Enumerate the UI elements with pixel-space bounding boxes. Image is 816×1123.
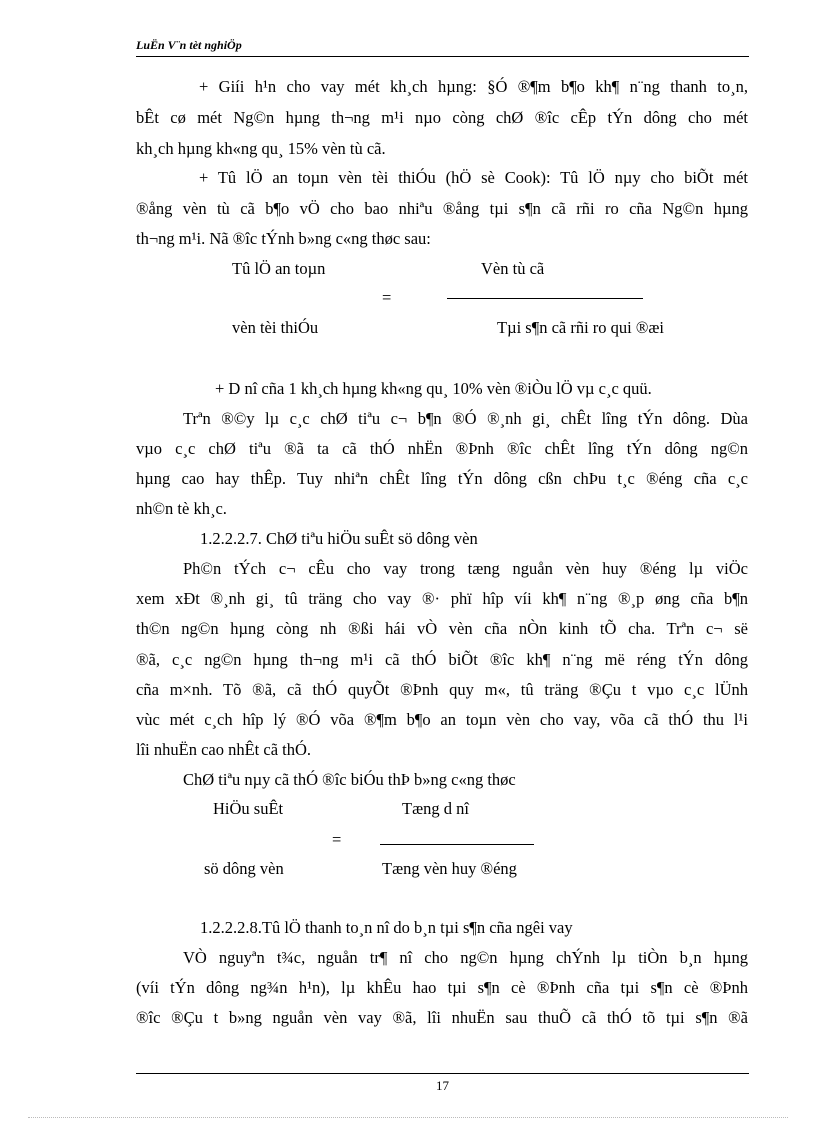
text-line: ®ã, c¸c ng©n hµng th¬ng m¹i cã thÓ biÕt ®îc kh¶ n¨ng më réng tÝn dông [136, 650, 748, 669]
formula-right-top: Vèn tù cã [481, 259, 545, 278]
text-line: Trªn ®©y lµ c¸c chØ tiªu c¬ b¶n ®Ó ®¸nh gi¸ chÊt lîng tÝn dông. Dùa [183, 409, 748, 428]
section-heading: 1.2.2.2.8.Tû lÖ thanh to¸n nî do b¸n tµi s¶n cña ngêi vay [200, 918, 573, 937]
text-line: vµo c¸c chØ tiªu ®ã ta cã thÓ nhËn ®Þnh ®îc chÊt lîng tÝn dông ng©n [136, 439, 748, 458]
text-line: xem xÐt ®¸nh gi¸ tû träng cho vay ®· phï hîp víi kh¶ n¨ng ®¸p øng cña b¶n [136, 589, 748, 608]
page-edge-divider [28, 1117, 788, 1118]
text-line: ®îc ®Çu t b»ng nguån vèn vay ®ã, lîi nhuËn sau thuÕ cã thÓ tõ tµi s¶n ®ã [136, 1008, 748, 1027]
text-line: bÊt cø mét Ng©n hµng th¬ng m¹i nµo còng chØ ®îc cÊp tÝn dông cho mét [136, 108, 748, 127]
fraction-bar [447, 298, 643, 299]
text-line: ChØ tiªu nµy cã thÓ ®îc biÓu thÞ b»ng c«ng thøc [183, 770, 516, 789]
formula-equals: = [382, 288, 392, 307]
text-line: + D nî cña 1 kh¸ch hµng kh«ng qu¸ 10% vèn ®iÒu lÖ vµ c¸c quü. [215, 379, 652, 398]
text-line: + Tû lÖ an toµn vèn tèi thiÓu (hÖ sè Cook): Tû lÖ nµy cho biÕt mét [199, 168, 748, 187]
text-line: Ph©n tÝch c¬ cÊu cho vay trong tæng nguån vèn huy ®éng lµ viÖc [183, 559, 748, 578]
text-line: th©n ng©n hµng còng nh ®ßi hái vÒ vèn cña nÒn kinh tÕ cha. Trªn c¬ së [136, 619, 748, 638]
text-line: cña m×nh. Tõ ®ã, cã thÓ quyÕt ®Þnh quy m«, tû träng ®Çu t vµo c¸c lÜnh [136, 680, 748, 699]
text-line: VÒ nguyªn t¾c, nguån tr¶ nî cho ng©n hµng chÝnh lµ tiÒn b¸n hµng [183, 948, 748, 967]
text-line: th¬ng m¹i. Nã ®îc tÝnh b»ng c«ng thøc sau: [136, 229, 431, 248]
formula-right-top: Tæng d nî [402, 799, 469, 818]
page-number: 17 [436, 1078, 449, 1093]
formula-equals: = [332, 830, 342, 849]
text-line: lîi nhuËn cao nhÊt cã thÓ. [136, 740, 312, 759]
section-heading: 1.2.2.2.7. ChØ tiªu hiÖu suÊt sö dông vèn [200, 529, 478, 548]
formula-left-bottom: vèn tèi thiÓu [232, 318, 319, 337]
document-header: LuËn V¨n tèt nghiÖp [136, 38, 242, 52]
text-line: + Giíi h¹n cho vay mét kh¸ch hµng: §Ó ®¶m b¶o kh¶ n¨ng thanh to¸n, [199, 77, 748, 96]
header-rule [136, 56, 749, 57]
formula-left-bottom: sö dông vèn [204, 859, 284, 878]
formula-right-bottom: Tµi s¶n cã rñi ro qui ®æi [497, 318, 664, 337]
text-line: vùc mét c¸ch hîp lý ®Ó võa ®¶m b¶o an toµn vèn cho vay, võa cã thÓ thu l¹i [136, 710, 748, 729]
footer-rule [136, 1073, 749, 1074]
formula-right-bottom: Tæng vèn huy ®éng [382, 859, 517, 878]
text-line: (víi tÝn dông ng¾n h¹n), lµ khÊu hao tµi s¶n cè ®Þnh cña tµi s¶n cè ®Þnh [136, 978, 748, 997]
formula-left-top: Tû lÖ an toµn [232, 259, 326, 278]
text-line: kh¸ch hµng kh«ng qu¸ 15% vèn tù cã. [136, 139, 386, 158]
text-line: hµng cao hay thÊp. Tuy nhiªn chÊt lîng tÝn dông cßn chÞu t¸c ®éng cña c¸c [136, 469, 748, 488]
text-line: ®ång vèn tù cã b¶o vÖ cho bao nhiªu ®ång tµi s¶n cã rñi ro cña Ng©n hµng [136, 199, 748, 218]
formula-left-top: HiÖu suÊt [213, 799, 284, 818]
fraction-bar [380, 844, 534, 845]
text-line: nh©n tè kh¸c. [136, 499, 227, 518]
